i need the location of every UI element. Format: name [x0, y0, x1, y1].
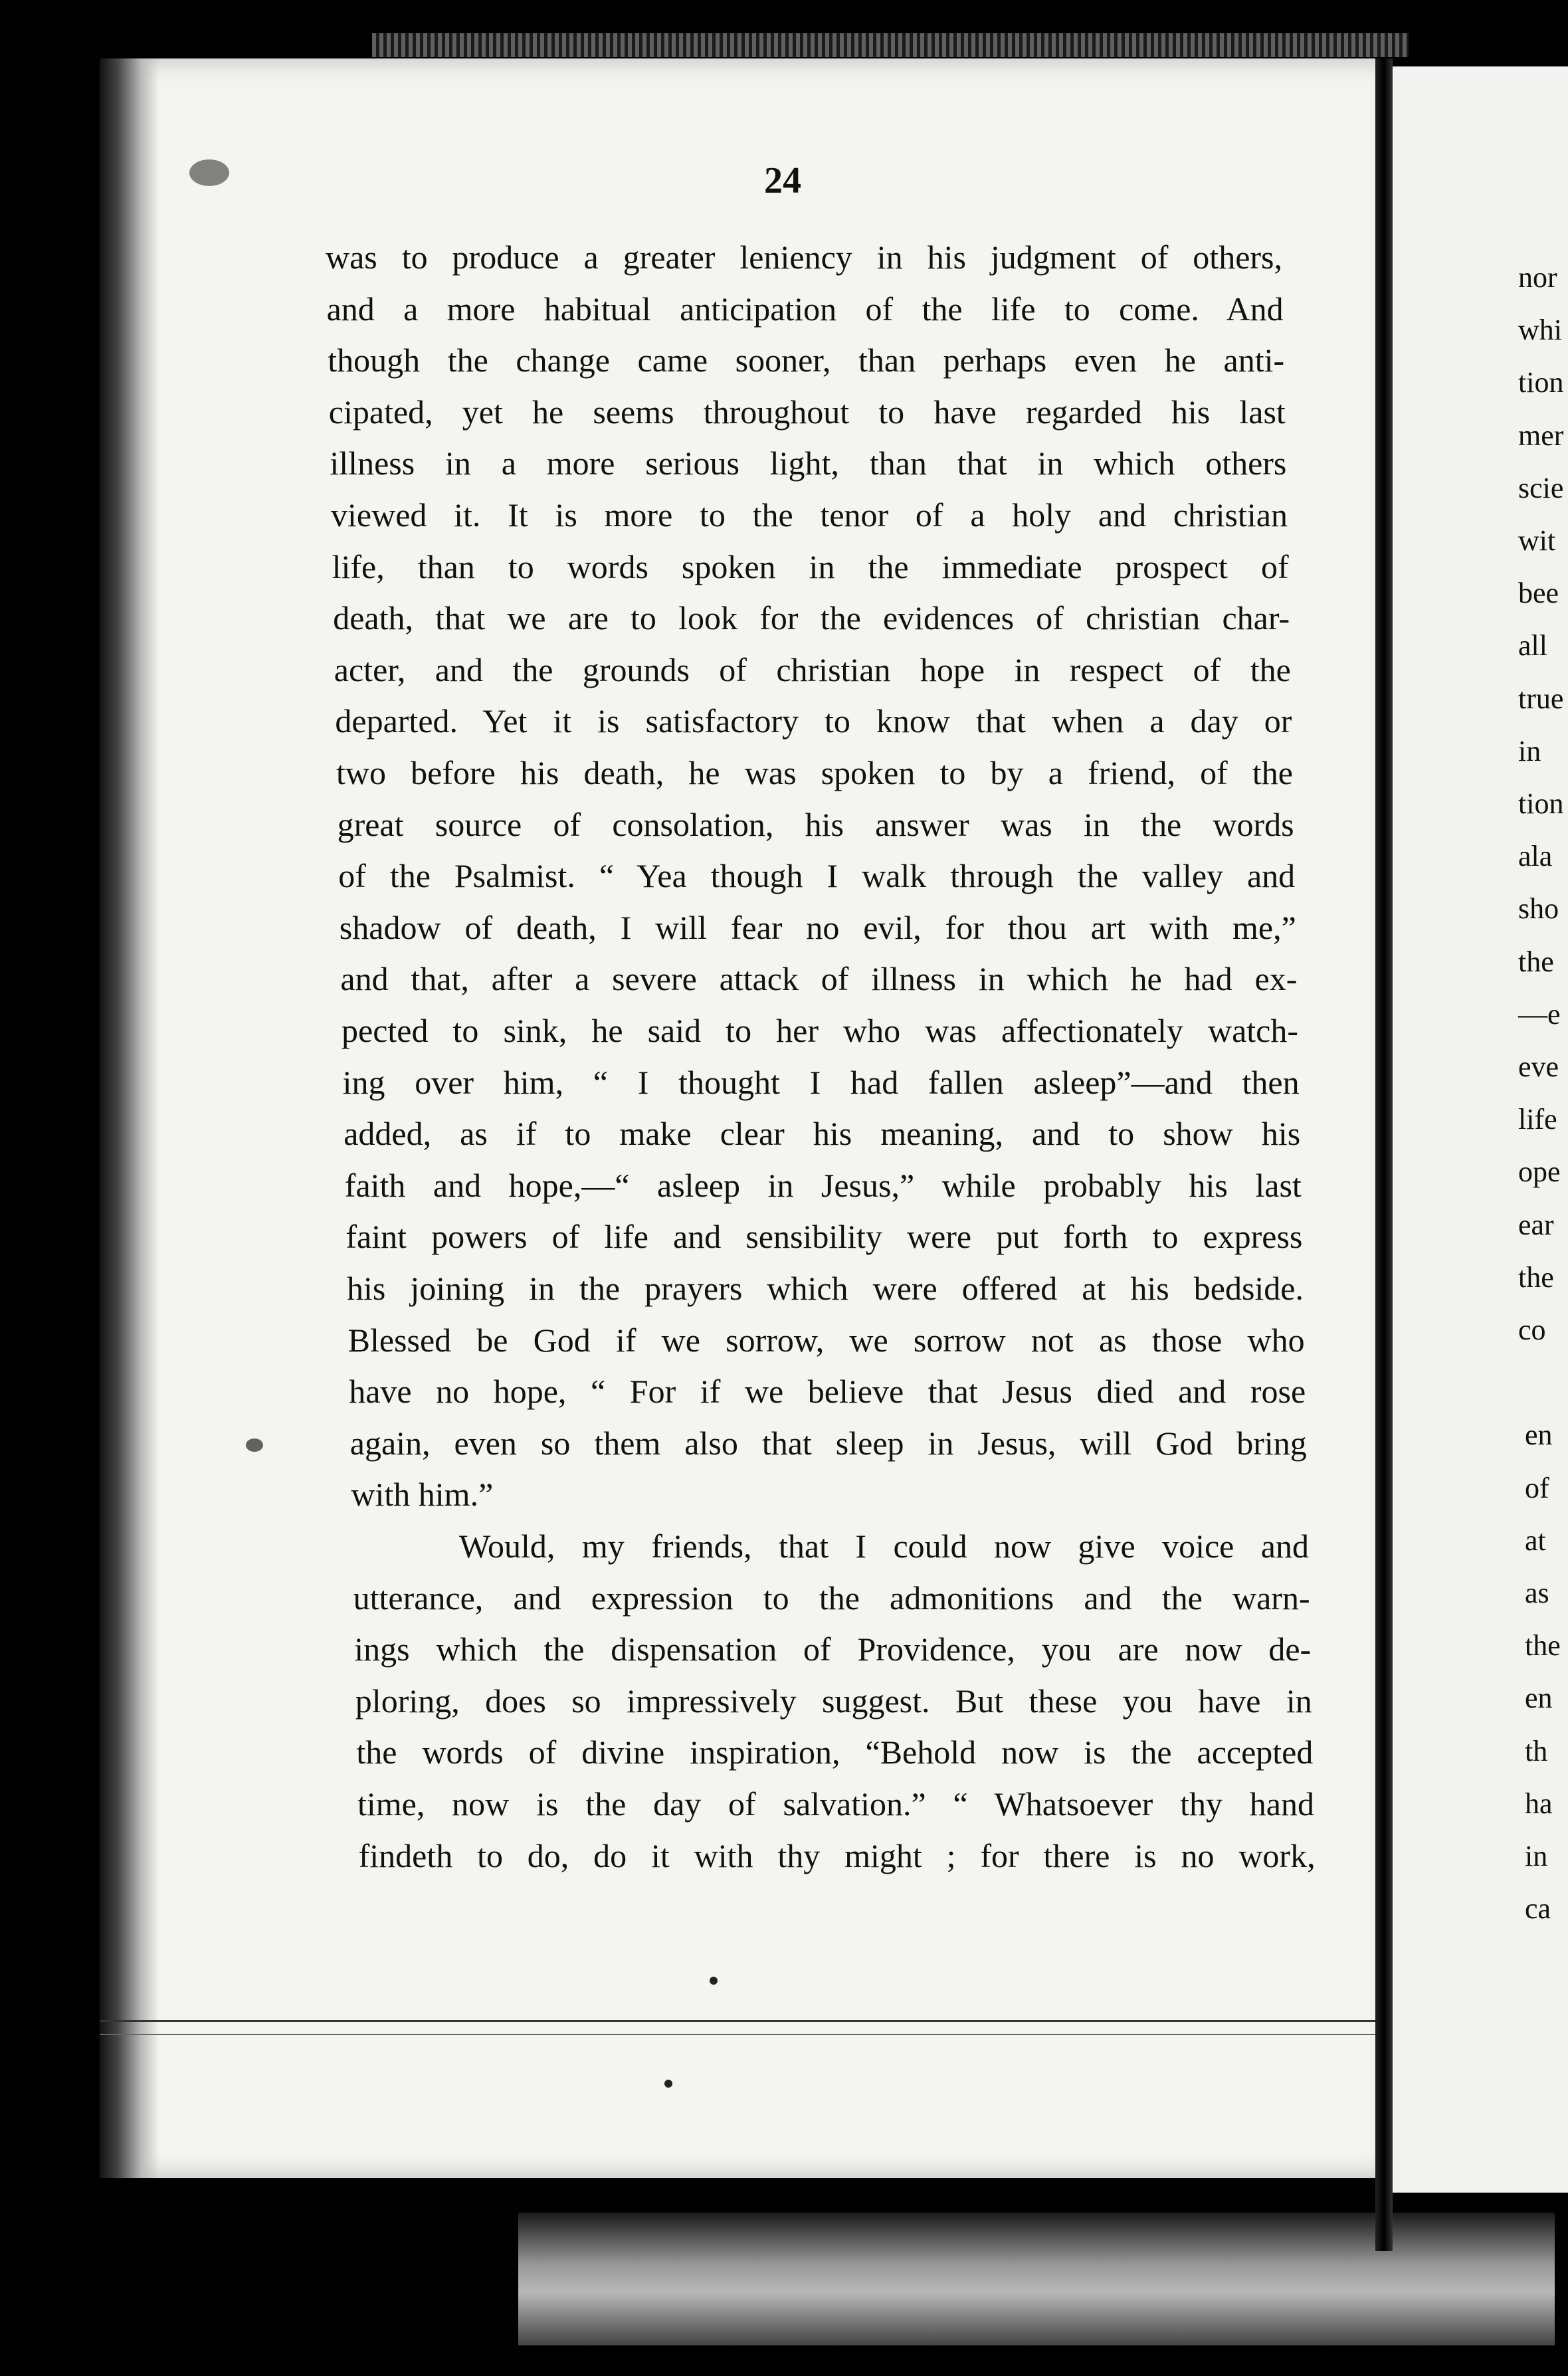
facing-page-line: bee — [1518, 577, 1559, 610]
binding-gutter — [100, 58, 159, 2178]
ink-dot — [710, 1977, 718, 1985]
facing-page-line: en — [1525, 1682, 1553, 1715]
ink-smudge — [189, 159, 229, 186]
facing-page-line: en — [1525, 1419, 1553, 1452]
text-line: two before his death, he was spoken to by a friend, of the — [336, 754, 1293, 791]
facing-page-line: ala — [1518, 840, 1553, 873]
facing-page-line: of — [1525, 1471, 1549, 1504]
facing-page-line: mer — [1518, 419, 1564, 452]
text-line: shadow of death, I will fear no evil, for thou art with me,” — [339, 908, 1296, 946]
page-number: 24 — [764, 160, 801, 201]
page-bottom-rule — [100, 2020, 1375, 2035]
text-line: findeth to do, do it with thy might ; for there is no work, — [358, 1836, 1316, 1874]
text-line: pected to sink, he said to her who was affectionately watch- — [342, 1012, 1298, 1049]
facing-page-line: ha — [1525, 1787, 1553, 1820]
text-line: Would, my friends, that I could now give voice and — [352, 1528, 1309, 1565]
facing-page-line: the — [1518, 1260, 1554, 1294]
facing-page-line: as — [1525, 1577, 1549, 1609]
facing-page-line: sho — [1518, 892, 1559, 926]
facing-page-line: ope — [1518, 1155, 1561, 1189]
text-line: of the Psalmist. “ Yea though I walk through the valley and — [338, 857, 1296, 895]
text-line: have no hope, “ For if we believe that Jesus died and rose — [349, 1373, 1306, 1411]
text-line: faith and hope,—“ asleep in Jesus,” while probably his last — [344, 1166, 1302, 1204]
facing-page-line: tion — [1518, 787, 1564, 820]
facing-page-line: tion — [1518, 366, 1564, 399]
facing-page-line: in — [1518, 734, 1541, 767]
facing-page-line: —e — [1518, 997, 1561, 1031]
text-line: with him.” — [351, 1476, 494, 1514]
text-line: life, than to words spoken in the immediate prospect of — [332, 547, 1289, 585]
text-line: utterance, and expression to the admonitions and the warn- — [353, 1579, 1310, 1617]
ink-dot — [246, 1438, 263, 1452]
text-line: great source of consolation, his answer was in the words — [337, 805, 1294, 843]
text-line: cipated, yet he seems throughout to have regarded his last — [328, 393, 1286, 431]
text-line: though the change came sooner, than perhaps even he anti- — [328, 342, 1285, 379]
text-line: and that, after a severe attack of illness in which he had ex- — [340, 960, 1298, 998]
text-line: time, now is the day of salvation.” “ Whatsoever thy hand — [357, 1785, 1314, 1823]
facing-page-line: at — [1525, 1524, 1546, 1557]
text-line: the words of divine inspiration, “Behold now is the accepted — [356, 1733, 1314, 1771]
text-line: added, as if to make clear his meaning, and to show his — [343, 1115, 1301, 1153]
text-line: and a more habitual anticipation of the life to come. And — [326, 290, 1284, 328]
page-top-edge — [372, 33, 1409, 57]
text-line: ing over him, “ I thought I had fallen asleep”—and then — [342, 1063, 1300, 1101]
text-line: ploring, does so impressively suggest. But these you have in — [355, 1682, 1312, 1720]
text-line: faint powers of life and sensibility were put forth to express — [345, 1218, 1303, 1256]
facing-page-line: nor — [1518, 261, 1557, 294]
facing-page-line: life — [1518, 1103, 1557, 1136]
text-line: death, that we are to look for the evidences of christian char- — [333, 599, 1290, 637]
facing-page-line: true — [1518, 682, 1564, 715]
page-divider — [1375, 58, 1393, 2251]
text-line: Blessed be God if we sorrow, we sorrow not as those who — [347, 1321, 1305, 1359]
facing-page-line: the — [1525, 1629, 1561, 1662]
scan-bottom-band — [518, 2213, 1555, 2345]
facing-page-line: wit — [1518, 524, 1556, 557]
facing-page-line: the — [1518, 945, 1554, 978]
text-line: departed. Yet it is satisfactory to know that when a day or — [335, 702, 1292, 740]
text-line: his joining in the prayers which were offered at his bedside. — [347, 1270, 1304, 1307]
facing-page-line: eve — [1518, 1050, 1559, 1083]
facing-page-line: co — [1518, 1314, 1546, 1346]
facing-page-line: th — [1525, 1734, 1548, 1767]
facing-page-line: ca — [1525, 1892, 1551, 1926]
facing-page-line: in — [1525, 1840, 1548, 1872]
facing-page-line: scie — [1518, 471, 1564, 504]
text-line: again, even so them also that sleep in Jesus, will God bring — [349, 1424, 1307, 1462]
text-line: was to produce a greater leniency in his judgment of others, — [326, 239, 1282, 276]
text-line: illness in a more serious light, than that in which others — [330, 445, 1287, 482]
facing-page-line: whi — [1518, 314, 1562, 347]
facing-page-line: all — [1518, 629, 1547, 662]
text-line: ings which the dispensation of Providence, you are now de- — [354, 1631, 1312, 1668]
facing-page-line: ear — [1518, 1208, 1554, 1241]
ink-dot — [664, 2080, 672, 2088]
text-line: acter, and the grounds of christian hope in respect of the — [334, 650, 1291, 688]
text-line: viewed it. It is more to the tenor of a holy and christian — [331, 496, 1288, 534]
